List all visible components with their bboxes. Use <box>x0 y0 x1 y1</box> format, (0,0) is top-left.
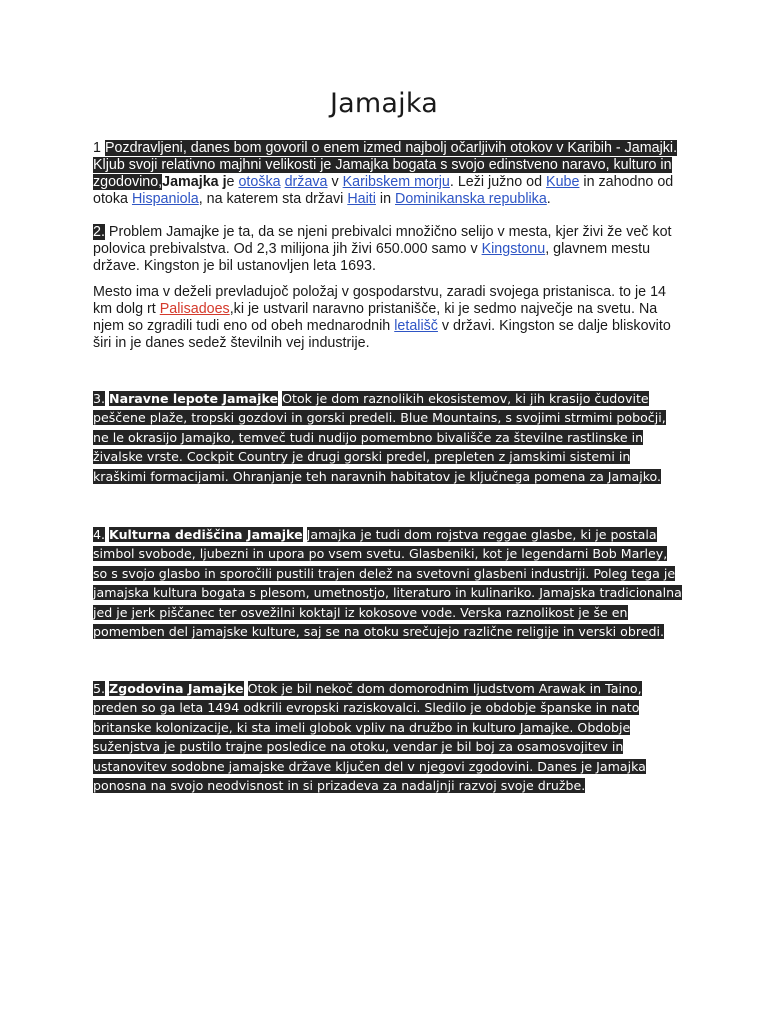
text-run: Mesto ima v deželi prevladujoč položaj v gospodarstvu, zaradi svojega pristanisca. to je 14 km dolg rt <box>93 284 666 317</box>
link-dominikanska-republika[interactable]: Dominikanska republika <box>395 191 547 207</box>
section-heading: Kulturna dediščina Jamajke <box>109 527 303 542</box>
paragraph-kingston <box>93 284 683 352</box>
text-run: ,ki je ustvaril naravno pristanišče, ki je sedmo največje na svetu. Na njem so zgradili tudi eno od obeh mednarodnih <box>93 301 658 334</box>
paragraph-number: 4. <box>93 527 106 542</box>
paragraph-intro <box>93 140 683 208</box>
link-palisadoes[interactable]: Palisadoes <box>159 301 230 317</box>
paragraph-number: 5. <box>93 681 106 696</box>
paragraph-culture <box>93 525 683 641</box>
text-run: , na katerem sta državi <box>198 191 348 207</box>
text-run: in <box>375 191 395 207</box>
document-title: Jamajka <box>330 88 438 119</box>
bold-jamajka: Jamajka j <box>162 174 227 190</box>
highlighted-intro-text: Pozdravljeni, danes bom govoril o enem izmed najbolj očarljivih otokov v Karibih - Jamajki. Kljub svoji relativno majhni velikosti je Jamajka bogata s svojo edinstveno naravo, kulturo in zgodovino, <box>93 140 678 190</box>
text-run: v državi. Kingston se dalje bliskovito širi in je danes sedež številnih vej industrije. <box>93 318 671 351</box>
text-run: Problem Jamajke je ta, da se njeni prebivalci množično selijo v mesta, kjer živi že več kot polovica prebivalstva. Od 2,3 milijona jih živi 650.000 samo v <box>93 224 672 257</box>
section-heading: Zgodovina Jamajke <box>109 681 244 696</box>
paragraph-history <box>93 679 683 795</box>
link-kingstonu[interactable]: Kingstonu <box>481 241 546 257</box>
text-run: , glavnem mestu države. Kingston je bil ustanovljen leta 1693. <box>93 241 651 274</box>
link-letalisc[interactable]: letališč <box>394 318 438 334</box>
text-run: v <box>327 174 343 190</box>
link-hispaniola[interactable]: Hispaniola <box>131 191 199 207</box>
section-text: Otok je dom raznolikih ekosistemov, ki jih krasijo čudovite peščene plaže, tropski gozdovi in gorski predeli. Blue Mountains, s svojimi strmimi pobočji, ne le okrasijo Jamajko, temveč tudi nudijo pomembno bivališče za številne rastlinske in živalske vrste. Cockpit Country je drugi gorski predel, prepleten z jamskimi sistemi in kraškimi formacijami. Ohranjanje teh naravnih habitatov je ključnega pomena za Jamajko. <box>93 391 666 484</box>
text-run: in zahodno od otoka <box>93 174 674 207</box>
link-karibskem-morju[interactable]: Karibskem morju <box>342 174 450 190</box>
section-text: Jamajka je tudi dom rojstva reggae glasbe, ki je postala simbol svobode, ljubezni in upora po vsem svetu. Glasbeniki, kot je legendarni Bob Marley, so s svojo glasbo in sporočili pustili trajen delež na svetovni glasbeni industriji. Poleg tega je jamajska kultura bogata s plesom, umetnostjo, literaturo in kulinariko. Jamajska tradicionalna jed je jerk piščanec ter osvežilni koktajl iz kokosove vode. Verska raznolikost je še en pomemben del jamajske kulture, saj se na otoku srečujejo različne religije in verski obredi. <box>93 527 682 640</box>
paragraph-number: 2. <box>93 224 105 240</box>
text-run: e <box>226 174 239 190</box>
paragraph-problem <box>93 224 683 275</box>
text-run: . <box>546 191 551 207</box>
link-drzava[interactable]: država <box>284 174 328 190</box>
paragraph-nature <box>93 389 683 486</box>
link-kube[interactable]: Kube <box>546 174 580 190</box>
section-heading: Naravne lepote Jamajke <box>109 391 279 406</box>
link-haiti[interactable]: Haiti <box>347 191 376 207</box>
paragraph-number: 3. <box>93 391 106 406</box>
section-text: Otok je bil nekoč dom domorodnim ljudstvom Arawak in Taino, preden so ga leta 1494 odkrili evropski raziskovalci. Sledilo je obdobje španske in nato britanske kolonizacije, ki sta imeli globok vpliv na družbo in kulturo Jamajke. Obdobje suženjstva je pustilo trajne posledice na otoku, vendar je bil boj za osamosvojitev in ustanovitev sodobne jamajske države ključen del v njegovi zgodovini. Danes je Jamajka ponosna na svojo neodvisnost in si prizadeva za nadaljnji razvoj svoje družbe. <box>93 681 646 794</box>
text-run: . Leži južno od <box>449 174 547 190</box>
paragraph-number: 1 <box>93 140 101 156</box>
link-otoska[interactable]: otoška <box>238 174 281 190</box>
